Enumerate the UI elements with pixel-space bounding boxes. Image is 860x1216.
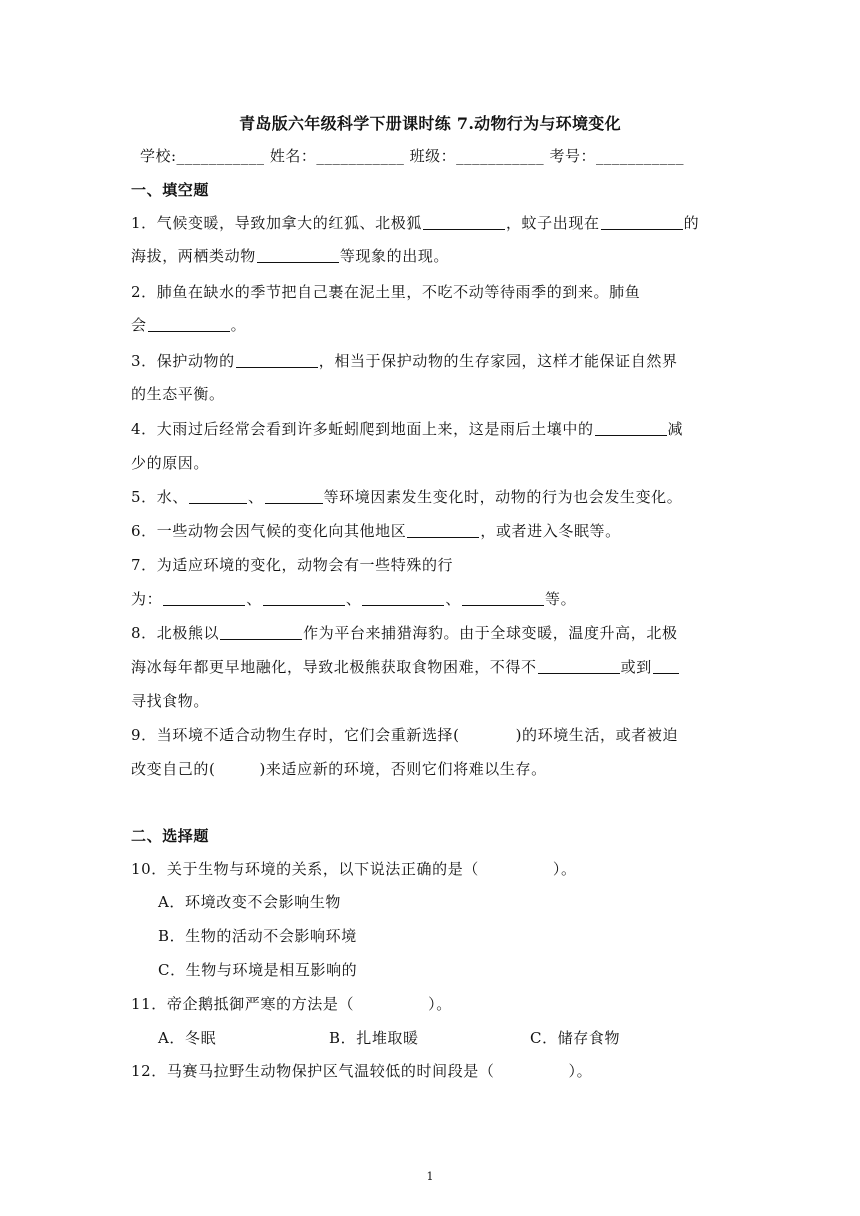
section-heading-multiple-choice: 二、选择题: [131, 827, 210, 845]
answer-blank[interactable]: [163, 591, 245, 606]
student-info-row: [140, 145, 684, 166]
question-10-option-b[interactable]: B．生物的活动不会影响环境: [158, 927, 357, 945]
answer-blank[interactable]: [601, 215, 683, 230]
question-4-line-2: 少的原因。: [131, 454, 210, 472]
question-5: 5．水、 、 等环境因素发生变化时，动物的行为也会发生变化。: [131, 488, 683, 506]
answer-blank[interactable]: [265, 489, 323, 504]
page-number: 1: [426, 1170, 434, 1183]
question-8-line-2: 海冰每年都更早地融化，导致北极熊获取食物困难，不得不 或到: [131, 656, 731, 677]
answer-blank[interactable]: [236, 353, 318, 368]
question-11-option-c[interactable]: C．储存食物: [530, 1029, 621, 1047]
question-2-line-1: 2．肺鱼在缺水的季节把自己裹在泥土里，不吃不动等待雨季的到来。肺鱼: [131, 283, 641, 301]
answer-blank[interactable]: [362, 591, 444, 606]
exam-number-field[interactable]: 考号：___________: [549, 147, 684, 165]
answer-blank[interactable]: [148, 317, 230, 332]
question-3-line-1: 3．保护动物的 ，相当于保护动物的生存家园，这样才能保证自然界: [131, 352, 678, 370]
answer-blank[interactable]: [257, 248, 339, 263]
question-1-line-1: 1．气候变暖，导致加拿大的红狐、北极狐 ，蚊子出现在 的: [131, 214, 700, 232]
answer-blank[interactable]: [263, 591, 345, 606]
question-8-line-1: 8．北极熊以 作为平台来捕猎海豹。由于全球变暖，温度升高，北极: [131, 624, 678, 642]
answer-blank[interactable]: [189, 489, 247, 504]
answer-blank[interactable]: [653, 659, 679, 674]
question-4-line-1: 4．大雨过后经常会看到许多蚯蚓爬到地面上来，这是雨后土壤中的 减: [131, 420, 684, 438]
section-heading-fill-in: 一、填空题: [131, 181, 210, 199]
question-10-stem: 10．关于生物与环境的关系，以下说法正确的是（ ）。: [131, 860, 577, 878]
answer-blank[interactable]: [462, 591, 544, 606]
answer-blank[interactable]: [595, 421, 667, 436]
question-11-option-a[interactable]: A．冬眠: [158, 1029, 217, 1047]
question-3-line-2: 的生态平衡。: [131, 385, 225, 403]
answer-blank[interactable]: [220, 625, 302, 640]
question-8-line-3: 寻找食物。: [131, 692, 210, 710]
name-field[interactable]: 姓名：___________: [269, 147, 405, 165]
question-2-line-2: 会 。: [131, 316, 247, 334]
question-11-option-b[interactable]: B．扎堆取暖: [329, 1029, 419, 1047]
question-11-stem: 11．帝企鹅抵御严寒的方法是（ ）。: [131, 995, 452, 1013]
question-12-stem: 12．马赛马拉野生动物保护区气温较低的时间段是（ ）。: [131, 1062, 593, 1080]
question-9-line-1: 9．当环境不适合动物生存时，它们会重新选择( )的环境生活，或者被迫: [131, 726, 679, 744]
question-1-line-2: 海拔，两栖类动物 等现象的出现。: [131, 247, 450, 265]
answer-blank[interactable]: [423, 215, 505, 230]
question-6: 6．一些动物会因气候的变化向其他地区 ，或者进入冬眠等。: [131, 522, 621, 540]
answer-blank[interactable]: [407, 523, 479, 538]
question-10-option-c[interactable]: C．生物与环境是相互影响的: [158, 961, 358, 979]
page-title: 青岛版六年级科学下册课时练 7.动物行为与环境变化: [239, 114, 621, 133]
question-9-line-2: 改变自己的( )来适应新的环境，否则它们将难以生存。: [131, 760, 547, 778]
class-field[interactable]: 班级：___________: [409, 147, 545, 165]
answer-blank[interactable]: [538, 659, 620, 674]
question-10-option-a[interactable]: A．环境改变不会影响生物: [158, 893, 342, 911]
question-7-line-1: 7．为适应环境的变化，动物会有一些特殊的行: [131, 556, 454, 574]
question-7-line-2: 为： 、 、 、 等。: [131, 590, 577, 608]
school-field[interactable]: 学校:___________: [140, 147, 265, 165]
